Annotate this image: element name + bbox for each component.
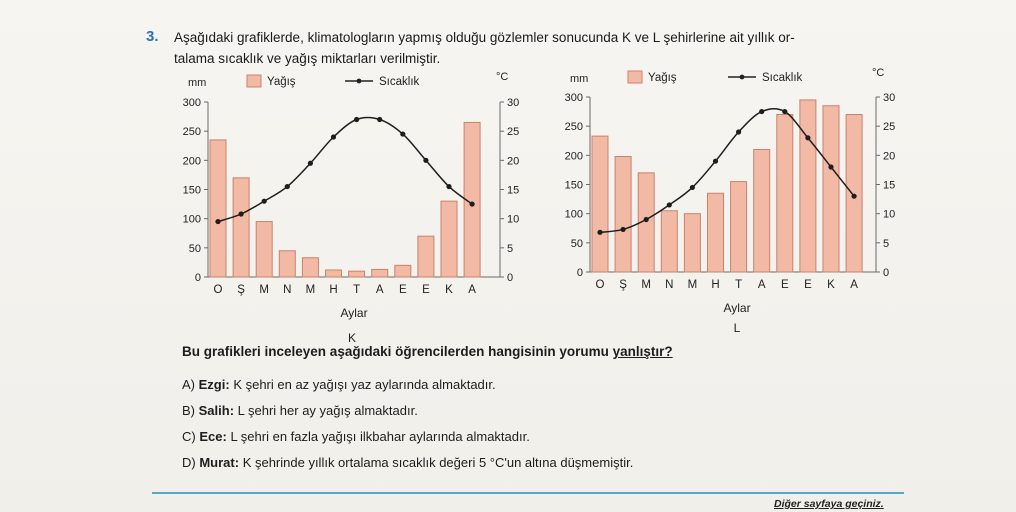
chart-l-bar [731, 182, 747, 272]
chart-k-month-label: M [305, 284, 316, 296]
chart-l-month-label: M [687, 279, 698, 291]
chart-l-bar [823, 106, 839, 272]
chart-k-temperature-point [331, 134, 336, 139]
chart-l-left-tick-label: 50 [570, 237, 583, 250]
chart-l-month-label: E [780, 279, 789, 291]
chart-l-left-tick-label: 250 [564, 121, 583, 134]
chart-k-temperature-point [377, 117, 382, 122]
chart-k-bar [372, 269, 388, 277]
chart-k-right-tick-label: 0 [507, 272, 514, 284]
chart-k-xlabel: Aylar [340, 306, 368, 320]
chart-k-bar [326, 270, 342, 277]
chart-k-temperature-point [285, 184, 290, 189]
chart-l-legend-line-label: Sıcaklık [762, 72, 803, 84]
option-a-letter: A) [182, 377, 195, 392]
chart-k-left-tick-label: 250 [182, 126, 201, 139]
chart-k-month-label: Ş [237, 284, 245, 296]
chart-l-temperature-point [690, 185, 695, 190]
chart-l-month-label: E [804, 279, 812, 291]
answer-options [182, 372, 633, 476]
chart-l-temperature-point [713, 159, 718, 164]
chart-l-left-tick-label: 300 [564, 92, 583, 104]
option-c-text: L şehri en fazla yağışı ilkbahar aylarında almaktadır. [230, 429, 530, 444]
chart-l-temperature-point [805, 135, 810, 140]
chart-l-month-label: A [850, 279, 858, 291]
chart-k-right-unit: °C [496, 71, 509, 83]
option-b-letter: B) [182, 403, 195, 418]
option-d[interactable] [182, 450, 633, 476]
chart-l-temperature-point [621, 227, 626, 232]
chart-l-bar [661, 211, 677, 272]
chart-k-temperature-point [308, 161, 313, 166]
chart-k-temperature-line [218, 117, 472, 221]
chart-k-month-label: E [398, 284, 407, 296]
chart-l-right-tick-label: 30 [883, 92, 896, 104]
chart-k-month-label: A [375, 284, 384, 296]
chart-l-bar [800, 100, 816, 272]
chart-l-left-tick-label: 100 [564, 208, 583, 221]
option-a-name: Ezgi: [198, 377, 230, 392]
chart-k-bar [210, 140, 226, 277]
chart-k-title: K [347, 331, 357, 345]
chart-k-right-tick-label: 10 [507, 213, 520, 226]
option-c-name: Ece: [199, 429, 227, 444]
chart-l-bar [615, 157, 631, 273]
chart-k-left-tick-label: 50 [188, 242, 201, 255]
chart-k-legend-bar-swatch [247, 75, 261, 87]
chart-l-month-label: O [595, 279, 605, 291]
chart-k-temperature-point [470, 201, 475, 206]
bottom-divider [152, 492, 904, 494]
chart-l-bar [754, 150, 770, 273]
chart-k-temperature-point [239, 211, 244, 216]
chart-k-bar [302, 258, 318, 277]
chart-k-month-label: T [353, 284, 361, 296]
chart-l-right-tick-label: 20 [883, 150, 896, 163]
chart-l-right-tick-label: 10 [883, 208, 896, 221]
chart-l-temperature-point [644, 217, 649, 222]
chart-k-month-label: A [468, 284, 476, 296]
option-c-letter: C) [182, 429, 196, 444]
chart-k-bar [279, 251, 295, 277]
chart-k-legend-line-marker [357, 79, 362, 84]
chart-l-temperature-point [759, 109, 764, 114]
chart-l-right-unit: °C [872, 67, 885, 79]
chart-l-left-tick-label: 200 [564, 150, 583, 163]
question-stem-line-1: Aşağıdaki grafiklerde, klimatologların yapmış olduğu gözlemler sonucunda K ve L şehirlerine ait yıllık or- [174, 30, 795, 45]
chart-l-temperature-point [736, 129, 741, 134]
chart-l-right-tick-label: 0 [883, 267, 890, 279]
chart-k-month-label: N [283, 284, 292, 296]
option-d-name: Murat: [199, 455, 240, 470]
chart-l-bar [708, 193, 724, 272]
option-d-letter: D) [182, 455, 196, 470]
chart-l-bar [777, 115, 793, 273]
chart-l-bar [592, 136, 608, 272]
chart-l-bar [684, 214, 700, 272]
chart-l-temperature-point [828, 164, 833, 169]
chart-l-month-label: N [665, 279, 674, 291]
chart-k-right-tick-label: 5 [507, 242, 514, 255]
prompt-text: Bu grafikleri inceleyen aşağıdaki öğrencilerden hangisinin yorumu [182, 344, 613, 359]
chart-l-left-unit: mm [570, 73, 589, 85]
option-a-text: K şehri en az yağışı yaz aylarında almaktadır. [233, 377, 496, 392]
chart-l-legend-bar-label: Yağış [648, 72, 677, 84]
chart-k-right-tick-label: 25 [507, 126, 520, 139]
chart-k-left-tick-label: 200 [182, 155, 201, 168]
question-number: 3. [146, 28, 159, 45]
chart-k-right-tick-label: 30 [507, 97, 520, 109]
chart-l-right-tick-label: 5 [883, 237, 890, 250]
chart-l-month-label: H [711, 279, 720, 291]
chart-l-month-label: A [757, 279, 766, 291]
chart-k-bar [418, 236, 434, 277]
chart-k-right-tick-label: 20 [507, 155, 520, 168]
chart-l-left-tick-label: 150 [564, 179, 583, 192]
question-prompt [182, 344, 673, 359]
chart-k-temperature-point [446, 184, 451, 189]
option-b-text: L şehri her ay yağış almaktadır. [237, 403, 418, 418]
chart-l-month-label: M [641, 279, 651, 291]
chart-k-temperature-point [423, 158, 428, 163]
chart-k-month-label: K [445, 284, 453, 296]
chart-l-month-label: Ş [619, 279, 627, 291]
chart-k-left-tick-label: 300 [182, 97, 201, 109]
chart-l-month-label: K [827, 279, 835, 291]
chart-k-bar [441, 201, 457, 277]
chart-k-bar [256, 222, 272, 277]
chart-k-temperature-point [215, 219, 220, 224]
chart-l-temperature-point [852, 194, 857, 199]
chart-l-legend-line-marker [740, 75, 745, 80]
chart-l-right-tick-label: 15 [883, 179, 896, 192]
chart-l-legend-bar-swatch [628, 71, 642, 83]
chart-l-temperature-point [667, 202, 672, 207]
chart-k-left-tick-label: 150 [182, 184, 201, 197]
chart-k-bar [233, 178, 249, 277]
chart-k-temperature-point [262, 199, 267, 204]
chart-k-month-label: E [422, 284, 430, 296]
chart-k-bar [395, 265, 411, 277]
option-a[interactable] [182, 372, 633, 398]
chart-l-left-tick-label: 0 [576, 267, 583, 279]
prompt-emphasis: yanlıştır? [612, 344, 673, 359]
next-page-note: Diğer sayfaya geçiniz. [774, 498, 884, 510]
chart-k-right-tick-label: 15 [507, 184, 520, 197]
option-b[interactable] [182, 398, 633, 424]
chart-l-temperature-point [782, 109, 787, 114]
chart-k-left-unit: mm [188, 77, 207, 89]
chart-l-right-tick-label: 25 [883, 121, 896, 134]
chart-k-legend-line-label: Sıcaklık [379, 76, 420, 88]
option-d-text: K şehrinde yıllık ortalama sıcaklık değeri 5 °C'un altına düşmemiştir. [242, 455, 634, 470]
chart-l-xlabel: Aylar [723, 301, 751, 315]
chart-l-month-label: T [735, 279, 743, 291]
chart-k-left-tick-label: 100 [182, 213, 201, 226]
chart-k-month-label: H [329, 284, 338, 296]
chart-k-temperature-point [400, 131, 405, 136]
chart-l-title: L [733, 321, 741, 335]
chart-k-bar [349, 271, 365, 277]
chart-k-month-label: O [213, 284, 223, 296]
chart-l-bar [846, 115, 862, 273]
option-c[interactable] [182, 424, 633, 450]
chart-l-temperature-point [597, 230, 602, 235]
option-b-name: Salih: [198, 403, 235, 418]
chart-k-legend-bar-label: Yağış [267, 76, 296, 88]
chart-k-temperature-point [354, 117, 359, 122]
chart-k-left-tick-label: 0 [194, 272, 201, 284]
question-stem-line-2: talama sıcaklık ve yağış miktarları verilmiştir. [174, 51, 441, 66]
chart-k-month-label: M [259, 284, 269, 296]
